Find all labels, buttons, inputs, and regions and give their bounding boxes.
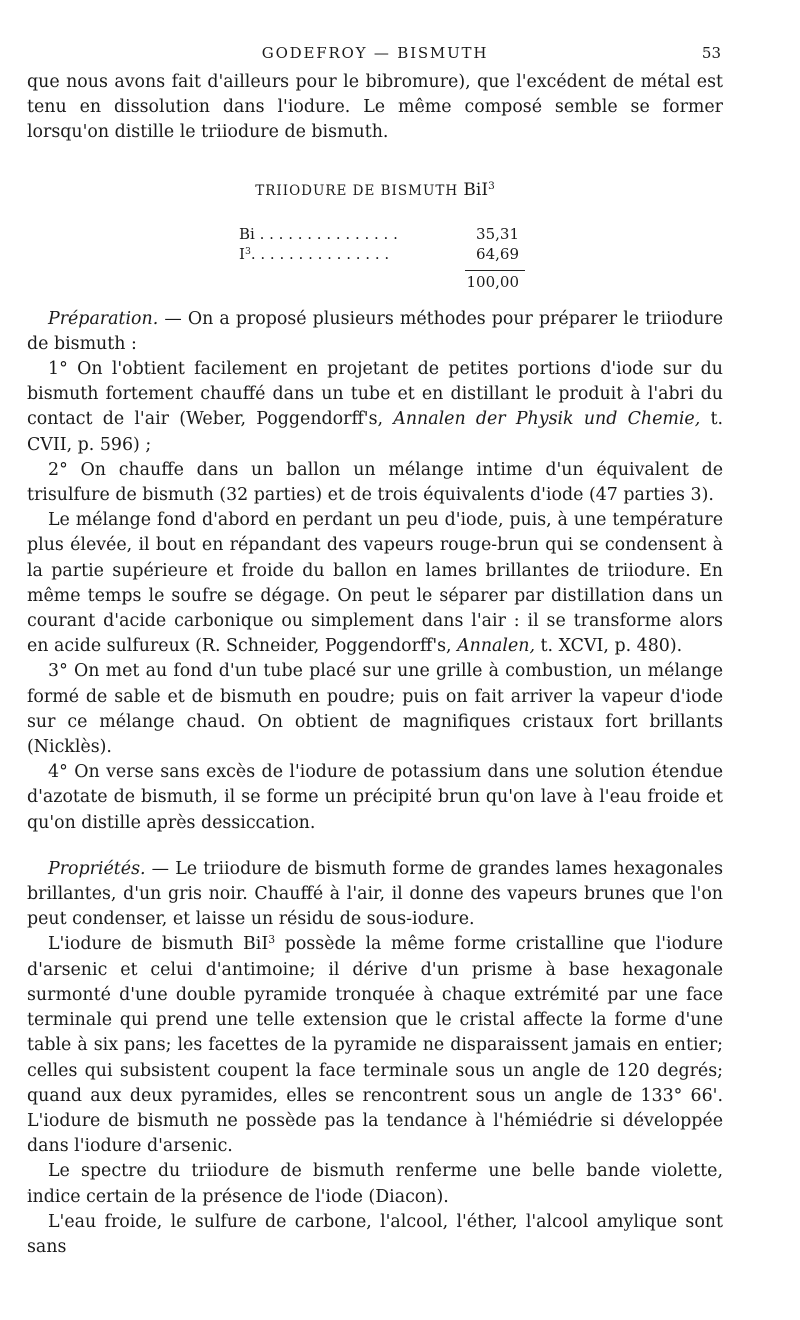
book-page: [27, 44, 723, 1260]
properties-spectrum: Le spectre du triiodure de bismuth renferme une belle bande violette, indice certain de la présence de l'iode (Diacon).: [27, 1161, 723, 1207]
method-2-followup-text: Le mélange fond d'abord en perdant un peu d'iode, puis, à une température plus élevée, il bout en répandant des vapeurs rouge-brun qui se condensent à la partie supérieure et froide du ballon en lames brillantes de triiodure. En même temps le soufre se dégage. On peut le séparer par distillation dans un courant d'acide carbonique ou simplement dans l'air : il se transforme alors en acide sulfureux (R. Schneider, Poggendorff's,: [27, 510, 723, 657]
label-sup: 3: [244, 245, 251, 257]
composition-label: [239, 244, 389, 264]
properties-lead: [27, 857, 723, 933]
method-4: 4° On verse sans excès de l'iodure de potassium dans une solution étendue d'azotate de bismuth, il se forme un précipité brun qu'on lave à l'eau froide et qu'on distille après dessiccation.: [27, 762, 723, 833]
composition-row-i3: [239, 244, 525, 264]
formula-subscript: 3: [488, 179, 495, 192]
formula-base: BiI: [463, 179, 489, 200]
composition-title-text: TRIIODURE DE BISMUTH: [255, 182, 459, 199]
method-1-ref: t. CVII, p. 596) ;: [27, 409, 724, 455]
composition-total: 100,00: [466, 272, 519, 291]
properties-heading: Propriétés.: [48, 858, 146, 879]
properties-solubility: L'eau froide, le sulfure de carbone, l'alcool, l'éther, l'alcool amylique sont sans: [27, 1211, 723, 1257]
method-1: [27, 357, 723, 458]
composition-value: 35,31: [476, 224, 519, 243]
label-element: I: [239, 244, 245, 263]
running-head: [27, 44, 723, 70]
preparation-lead: [27, 307, 723, 357]
intro-paragraph: que nous avons fait d'ailleurs pour le bibromure), que l'excédent de métal est tenu en dissolution dans l'iodure. Le même composé semble se former lorsqu'on distille le triiodure de bismuth.: [27, 72, 723, 143]
properties-crystal: [27, 932, 723, 1159]
method-2-journal: Annalen,: [457, 636, 536, 657]
method-3: 3° On met au fond d'un tube placé sur une grille à combustion, un mélange formé de sable et de bismuth en poudre; puis on fait arriver la vapeur d'iode sur ce mélange chaud. On obtient de magnifiques cristaux fort brillants (Nicklès).: [27, 661, 723, 758]
composition-title: [27, 180, 723, 206]
properties-lead-text: — Le triiodure de bismuth forme de grandes lames hexagonales brillantes, d'un gris noir. Chauffé à l'air, il donne des vapeurs brunes que l'on peut condenser, et laisse un résidu de sous-iodure.: [27, 858, 723, 930]
composition-row-bi: [239, 224, 525, 244]
composition-label: Bi . . . . . . . . . . . . . . .: [239, 224, 398, 243]
crystal-text-b: possède la même forme cristalline que l'iodure d'arsenic et celui d'antimoine; il dérive d'un prisme à base hexagonale surmonté d'une double pyramide tronquée à chaque extrémité par une face terminale qui prend une telle extension que le cristal affecte la forme d'une table à six pans; les facettes de la pyramide ne disparaissent jamais en entier; celles qui subsistent coupent la face terminale sous un angle de 120 degrés; quand aux deux pyramides, elles se rencontrent sous un angle de 133° 66'. L'iodure de bismuth ne possède pas la tendance à l'hémiédrie si développée dans l'iodure d'arsenic.: [27, 934, 723, 1157]
crystal-formula-sup: 3: [268, 933, 276, 947]
composition-table: [239, 224, 525, 293]
method-1-text: 1° On l'obtient facilement en projetant de petites portions d'iode sur du bismuth fortement chauffé dans un tube et en distillant le produit à l'abri du contact de l'air (Weber, Poggendorff's,: [27, 359, 723, 430]
page-number: 53: [701, 44, 721, 62]
preparation-heading: Préparation.: [48, 308, 159, 329]
method-2-ref: t. XCVI, p. 480).: [535, 636, 683, 657]
method-2-followup: [27, 508, 723, 659]
running-title: GODEFROY — BISMUTH: [261, 44, 489, 62]
composition-value: 64,69: [476, 244, 519, 263]
method-1-journal: Annalen der Physik und Chemie,: [393, 409, 701, 430]
composition-formula: [463, 180, 494, 200]
label-dots: . . . . . . . . . . . . . . .: [250, 244, 390, 263]
method-2: 2° On chauffe dans un ballon un mélange intime d'un équivalent de trisulfure de bismuth (32 parties) et de trois équivalents d'iode (47 parties 3).: [27, 459, 723, 506]
preparation-lead-text: — On a proposé plusieurs méthodes pour préparer le triiodure de bismuth :: [27, 308, 723, 354]
crystal-text-a: L'iodure de bismuth BiI: [48, 934, 269, 955]
